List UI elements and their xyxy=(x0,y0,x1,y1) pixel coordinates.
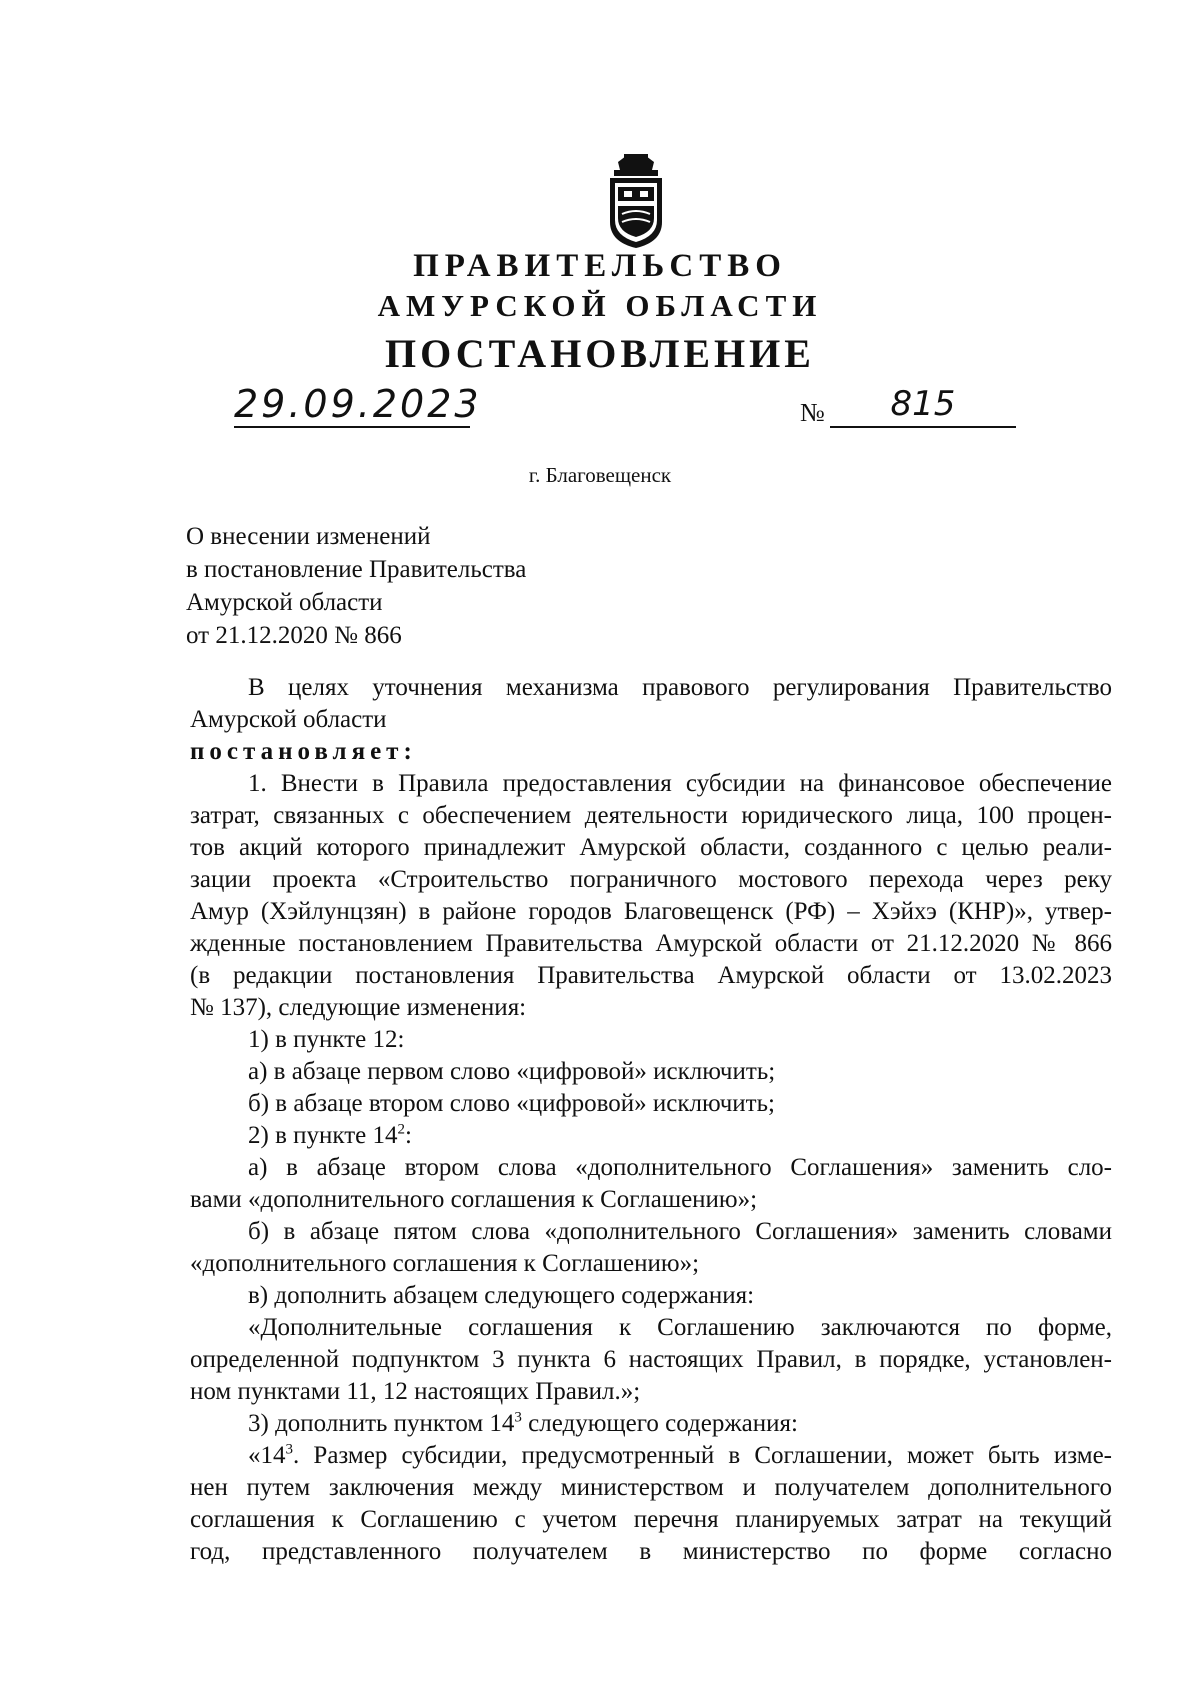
item-text: следующего содержания: xyxy=(521,1410,798,1437)
paragraph-line: «Дополнительные соглашения к Соглашению заключаются по форме, xyxy=(248,1314,1112,1341)
paragraph-line xyxy=(190,1440,1112,1472)
item-text: : xyxy=(404,1122,412,1149)
title-line: Амурской области xyxy=(186,589,383,616)
number-label: № xyxy=(800,398,825,427)
list-item xyxy=(190,1120,1112,1152)
paragraph-line: вами «дополнительного соглашения к Соглашению»; xyxy=(190,1186,758,1213)
superscript: 2 xyxy=(397,1121,405,1138)
paragraph-line: 1. Внести в Правила предоставления субсидии на финансовое обеспечение xyxy=(248,770,1112,797)
paragraph-line: а) в абзаце втором слова «дополнительного Соглашения» заменить сло- xyxy=(248,1154,1112,1181)
paragraph-line: год, представленного получателем в министерство по форме согласно xyxy=(190,1538,1112,1565)
list-item: в) дополнить абзацем следующего содержания: xyxy=(248,1282,755,1309)
paragraph-line: Амур (Хэйлунцзян) в районе городов Благовещенск (РФ) – Хэйхэ (КНР)», утвер- xyxy=(190,898,1112,925)
paragraph-line: тов акций которого принадлежит Амурской области, созданного с целью реали- xyxy=(190,834,1112,861)
paragraph-line: № 137), следующие изменения: xyxy=(190,994,527,1021)
title-line: в постановление Правительства xyxy=(186,556,527,583)
paragraph-line: б) в абзаце пятом слова «дополнительного Соглашения» заменить словами xyxy=(248,1218,1112,1245)
paragraph-line: зации проекта «Строительство пограничного мостового перехода через реку xyxy=(190,866,1112,893)
list-item xyxy=(190,1408,1112,1440)
superscript: 3 xyxy=(285,1441,293,1458)
paragraph-line: жденные постановлением Правительства Амурской области от 21.12.2020 № 866 xyxy=(190,930,1112,957)
document-number: 815 xyxy=(830,382,1016,428)
list-item: 1) в пункте 12: xyxy=(248,1026,405,1053)
document-type: ПОСТАНОВЛЕНИЕ xyxy=(385,331,815,376)
item-text: «14 xyxy=(248,1442,286,1469)
paragraph-line: определенной подпунктом 3 пункта 6 настоящих Правил, в порядке, установлен- xyxy=(190,1346,1112,1373)
paragraph-line: нен путем заключения между министерством и получателем дополнительного xyxy=(190,1474,1112,1501)
city: г. Благовещенск xyxy=(528,463,672,487)
paragraph-line: «дополнительного соглашения к Соглашению»; xyxy=(190,1250,700,1277)
paragraph-line: соглашения к Соглашению с учетом перечня планируемых затрат на текущий xyxy=(190,1506,1112,1533)
document-title xyxy=(186,520,526,652)
paragraph-line: затрат, связанных с обеспечением деятельности юридического лица, 100 процен- xyxy=(190,802,1112,829)
intro-line: В целях уточнения механизма правового регулирования Правительство xyxy=(248,674,1112,701)
document-body xyxy=(190,672,1112,1568)
government-title: ПРАВИТЕЛЬСТВО xyxy=(413,248,787,284)
superscript: 3 xyxy=(514,1409,522,1426)
paragraph-line: (в редакции постановления Правительства Амурской области от 13.02.2023 xyxy=(190,962,1112,989)
title-line: от 21.12.2020 № 866 xyxy=(186,622,402,649)
list-item: б) в абзаце втором слово «цифровой» исключить; xyxy=(248,1090,775,1117)
paragraph-line: ном пунктами 11, 12 настоящих Правил.»; xyxy=(190,1378,641,1405)
region-title: АМУРСКОЙ ОБЛАСТИ xyxy=(377,288,823,323)
coat-of-arms-icon xyxy=(604,152,668,250)
item-text: . Размер субсидии, предусмотренный в Соглашении, может быть изме- xyxy=(293,1442,1112,1469)
title-line: О внесении изменений xyxy=(186,523,431,550)
intro-line: Амурской области xyxy=(190,706,387,733)
list-item: а) в абзаце первом слово «цифровой» исключить; xyxy=(248,1058,776,1085)
document-date: 29.09.2023 xyxy=(234,382,482,426)
resolves-word: постановляет: xyxy=(190,738,417,765)
item-text: 3) дополнить пунктом 14 xyxy=(248,1410,515,1437)
item-text: 2) в пункте 14 xyxy=(248,1122,398,1149)
